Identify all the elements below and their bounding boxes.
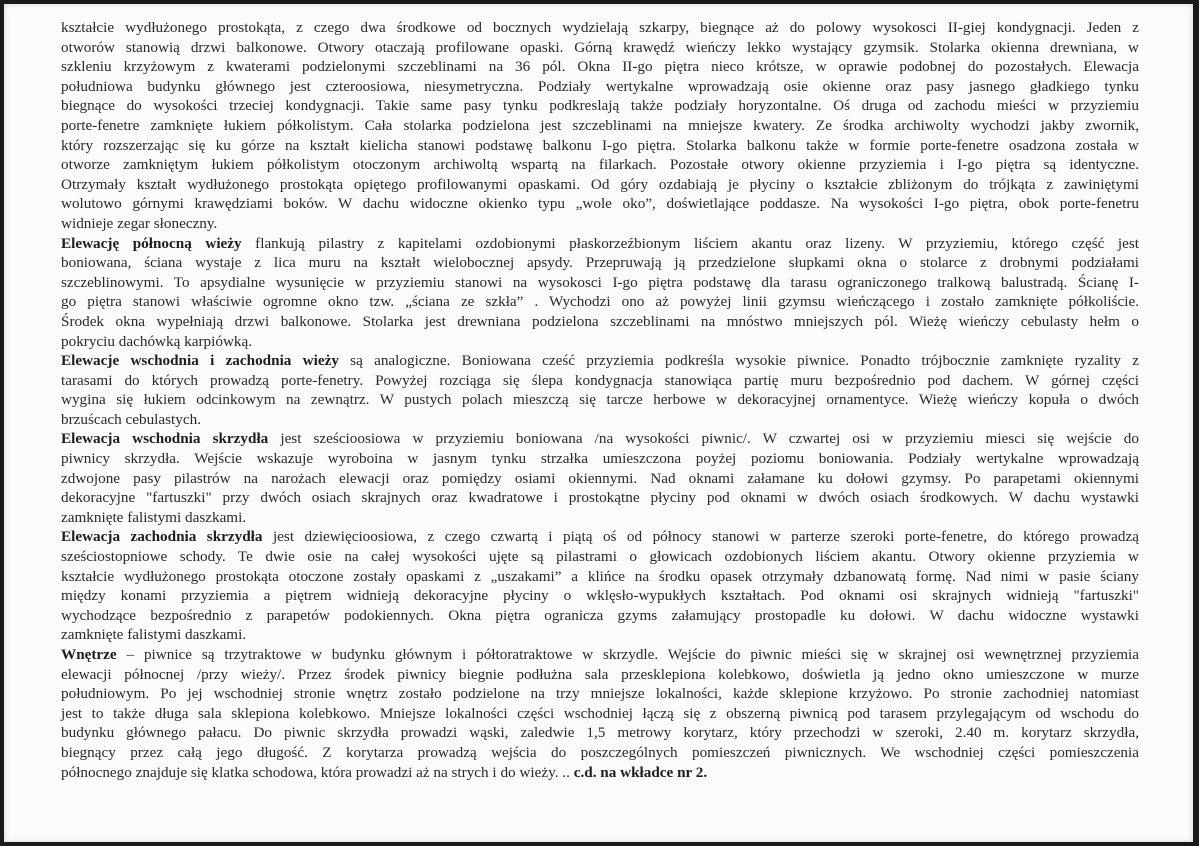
scanned-page [4,4,1193,842]
text-run: jest sześcioosiowa w przyziemiu boniowana /na wysokości piwnic/. W czwartej osi w przyziemiu miesci się wejście do [268,430,1139,448]
text-line: wygina się łukiem odcinkowym na zewnątrz. W pustych polach mieszczą się tarcze herbowe w dekoracyjnej ornamentyce. Wieżę wieńczy kopuła o dwóch [61,391,1139,409]
section-heading: Elewację północną wieży [61,234,242,252]
text-line: porte-fenetre zamknięte łukiem półkolistym. Cała stolarka podzielona jest szczeblinami na mniejsze kwatery. Ze środka archiwolty wychodzi jakby zwornik, [61,116,1139,134]
text-line: szkleniu krzyżowym z kwaterami podzielonymi szczeblinami na 36 pól. Okna II-go piętra nieco krótsze, w oprawie podobnej do pozostałych. Elewacja [61,58,1139,76]
paragraph-west-wing-elevation [61,527,1139,645]
text-line: otworów stanowią drzwi balkonowe. Otwory otaczają profilowane opaski. Górną krawędź wieńczy lekko wystający gzymsik. Stolarka okienna drewniana, w [61,38,1139,56]
paragraph-intro-continued [61,18,1139,234]
paragraph-interior [61,645,1139,782]
text-run: – piwnice są trzytraktowe w budynku głównym i półtoratraktowe w skrzydle. Wejście do piwnic mieści się w skrajnej osi wewnętrznej przyziemia [116,646,1139,663]
text-line: jest to także długa sala sklepiona kolebkowo. Mniejsze lokalności części wschodniej łączą się z obszerną piwnicą pod tarasem przylegającym od wschodu do [61,704,1139,722]
text-line: pokryciu dachówką karpiówką. [61,332,253,350]
paragraph-east-west-tower-elevations [61,351,1139,429]
text-run: są analogiczne. Boniowana cześć przyziemia podkreśla wysokie piwnice. Ponadto trójbocznie zamknięte ryzality z [338,352,1139,370]
text-line: biegnący przez całą jego długość. Z korytarza prowadzą wejścia do poszczególnych pomieszczeń piwnicznych. We wschodniej części pomieszczenia [61,743,1139,761]
text-line: kształcie wydłużonego prostokąta otoczone zostały opaskami z „uszakami” a klińce na środku opasek otrzymały dzbanowatą formę. Nad nimi w pasie ściany [61,567,1139,585]
text-line: zamknięte falistymi daszkami. [61,508,247,526]
text-line: go piętra stanowi właściwie ogromne okno tzw. „ściana ze szkła” . Wychodzi ono aż powyżej linii gzymsu wieńczącego i zostało zamknięte półkoliście. [61,293,1139,311]
text-line: między konami przyziemia a piętrem widnieją dekoracyjne płyciny o wklęsło-wypukłych kształtach. Pod oknami osi skrajnych widnieją "fartuszki" [61,587,1139,605]
text-line: wolutowo górnymi krawędziami boków. W dachu widoczne okienko typu „wole oko”, doświetlające poddasze. Na wysokości I-go piętra, obok porte-fenetru [61,195,1139,213]
text-line: wychodzące bezpośrednio z parapetów podokiennych. Okna piętra ogranicza gzyms załamujący prostopadle ku dołowi. W dachu widoczne wystawki [61,606,1139,624]
paragraph-north-tower-elevation [61,234,1139,352]
text-line: zamknięte falistymi daszkami. [61,626,247,644]
text-line: zdwojone pasy pilastrów na narożach elewacji oraz pomiędzy osiami okiennymi. Nad oknami załamane ku dołowi gzymsy. Po parapetami okiennymi [61,469,1139,487]
text-line: boniowana, ściana wystaje z lica muru na kształt wielobocznej apsydy. Przepruwają ją przedzielone słupkami okna o stolarce z drobnymi podziałami [61,254,1139,272]
section-heading: Elewacja wschodnia skrzydła [61,430,269,448]
text-line: kształcie wydłużonego prostokąta, z czego dwa środkowe od bocznych wydzielają szkarpy, biegnące aż do polowy wysokosci II-giej kondygnacji. Jeden z [61,19,1139,36]
text-line: południowym. Po jej wschodniej stronie wnętrz zostało podzielone na trzy mniejsze lokalności, każde sklepione krzyżowo. Po stronie zachodniej natomiast [61,685,1139,703]
section-heading: Elewacja zachodnia skrzydła [61,528,263,546]
text-line: biegnące do wysokości trzeciej kondygnacji. Takie same pasy tynku podkreslają także podziały horyzontalne. Oś druga od zachodu mieści w przyziemiu [61,97,1139,115]
text-line: który rozszerzając się ku górze na kształt kielicha stanowi podstawę balkonu I-go piętra. Stolarka balkonu także w formie porte-fenetre osadzona została w [61,136,1139,154]
text-line: widnieje zegar słoneczny. [61,214,218,232]
text-line: otworze zamkniętym łukiem półkolistym otoczonym archiwoltą wspartą na filarkach. Pozostałe otwory okienne przyziemia i I-go piętra są identyczne. [61,156,1139,174]
text-line: szczeblinowymi. To apsydialne wysunięcie w przyziemiu stanowi na wysokosci I-go piętra podstawę dla tarasu ograniczonego tralkową balustradą. Ścianę I- [61,273,1139,291]
text-run: flankują pilastry z kapitelami ozdobionymi płaskorzeźbionym liściem akantu oraz lizeny. W przyziemiu, którego część jest [241,234,1139,252]
text-line: piwnicy skrzydła. Wejście wskazuje wyroboina w jasnym tynku strzałka umieszczona poyżej poziomu boniowania. Podziały wertykalne wprowadzają [61,450,1139,468]
text-line: elewacji północnej /przy wieży/. Przez środek piwnicy biegnie podłużna sala przesklepiona kolebkowo, doświetla ją jedno okno umieszczone w murze [61,665,1139,683]
continuation-note: c.d. na wkładce nr 2. [573,763,708,781]
document-body [61,18,1139,782]
text-line: brzuścach cebulastych. [61,410,201,428]
text-line: Środek okna wypełniają drzwi balkonowe. Stolarka jest drewniana podzielona szczeblinami na mnóstwo mniejszych pól. Wieżę wieńczy cebulasty hełm o [61,312,1139,330]
section-heading: Wnętrze [61,646,117,663]
text-line: budynku głównego pałacu. Do piwnic skrzydła prowadzi wąski, zaledwie 1,5 metrowy korytarz, który przechodzi w szeroki, 2.40 m. korytarz skrzydła, [61,724,1139,742]
text-run: północnego znajduje się klatka schodowa, która prowadzi aż na strych i do wieży. .. [61,763,574,781]
paragraph-east-wing-elevation [61,429,1139,527]
text-line: Otrzymały kształt wydłużonego prostokąta opiętego profilowanymi opaskami. Od góry ozdabiają je płyciny o kształcie zbliżonym do trójkąta z zawiniętymi [61,175,1139,193]
text-run: jest dziewięcioosiowa, z czego czwartą i piątą oś od północy stanowi w parterze szeroki porte-fenetre, do którego prowadzą [262,528,1139,546]
section-heading: Elewacje wschodnia i zachodnia wieży [61,352,339,370]
text-line: południowa budynku głównego jest czteroosiowa, niesymetryczna. Podziały wertykalne wprowadzają osie okienne oraz pasy jasnego gładkiego tynku [61,77,1139,95]
text-line: sześciostopniowe schody. Te dwie osie na całej wysokości ujęte są pilastrami o głowicach ozdobionych liściem akantu. Otwory okienne przyziemia w [61,548,1139,566]
text-line: tarasami do których prowadzą porte-fenetry. Powyżej rozciąga się ślepa kondygnacja stanowiąca partię muru bezpośrednio pod dachem. W górnej części [61,371,1139,389]
text-line: dekoracyjne "fartuszki" przy dwóch osiach skrajnych oraz kwadratowe i prostokątne płyciny pod oknami w dwóch osiach środkowych. W dachu wystawki [61,489,1139,507]
